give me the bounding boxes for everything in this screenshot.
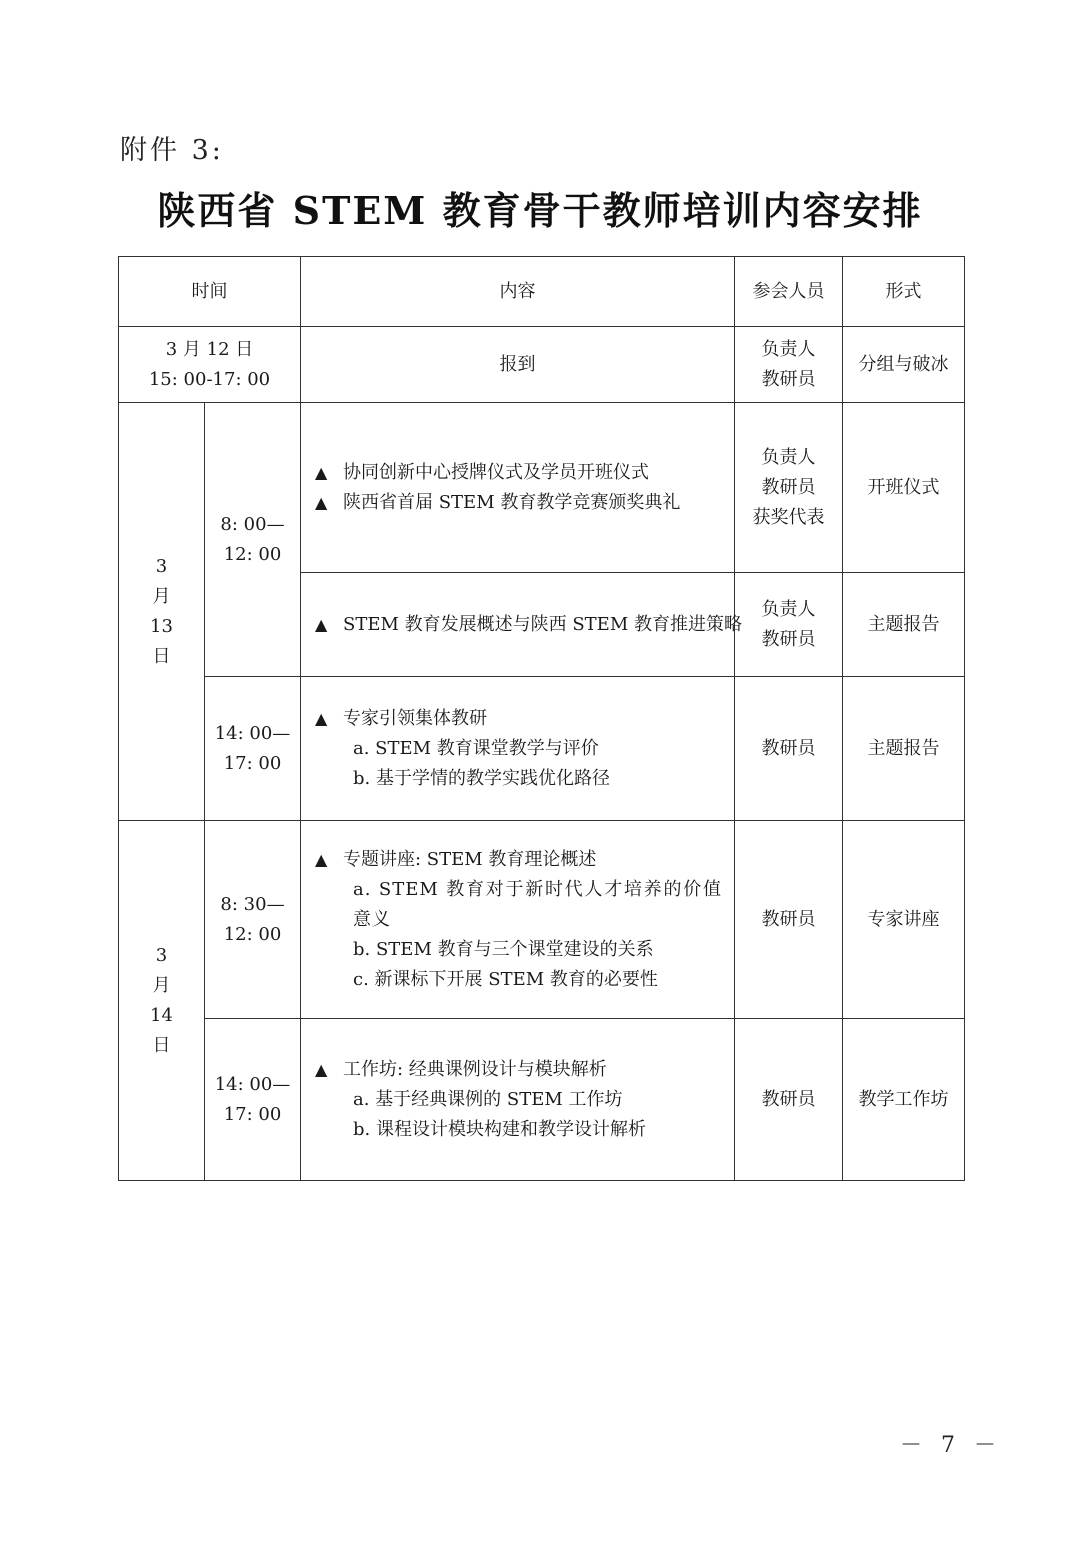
list-item: ▲ 陕西省首届 STEM 教育教学竞赛颁奖典礼 <box>315 488 722 518</box>
day13-morning-2-participants <box>735 573 843 677</box>
day13-morning-time <box>205 403 301 677</box>
registration-content: 报到 <box>301 327 735 403</box>
triangle-bullet-icon: ▲ <box>315 849 328 869</box>
date-char: 日 <box>152 1034 171 1056</box>
header-time: 时间 <box>119 257 301 327</box>
date-char: 3 <box>155 555 168 577</box>
triangle-bullet-icon: ▲ <box>315 614 328 634</box>
table-row-day14-morning <box>119 821 965 1019</box>
participant: 获奖代表 <box>752 506 825 528</box>
triangle-bullet-icon: ▲ <box>315 492 328 512</box>
time-start: 14: 00— <box>214 1073 291 1095</box>
registration-date: 3 月 12 日 <box>165 338 254 360</box>
page-number: － 7 － <box>900 1433 1002 1458</box>
day13-date <box>119 403 205 821</box>
table-row-day13-afternoon <box>119 677 965 821</box>
sub-item: a. STEM 教育对于新时代人才培养的价值意义 <box>353 878 722 930</box>
date-char: 月 <box>152 585 171 607</box>
triangle-bullet-icon: ▲ <box>315 462 328 482</box>
table-row-registration <box>119 327 965 403</box>
table-row-day14-afternoon <box>119 1019 965 1181</box>
triangle-bullet-icon: ▲ <box>315 1059 328 1079</box>
date-char: 3 <box>155 944 168 966</box>
time-start: 14: 00— <box>214 722 291 744</box>
sub-item: a. 基于经典课例的 STEM 工作坊 <box>353 1088 623 1110</box>
list-item: ▲ 工作坊: 经典课例设计与模块解析 <box>315 1055 722 1085</box>
list-item: ▲ 专家引领集体教研 <box>315 704 722 734</box>
header-format: 形式 <box>843 257 965 327</box>
time-end: 17: 00 <box>223 752 282 774</box>
header-participants: 参会人员 <box>735 257 843 327</box>
day13-afternoon-time <box>205 677 301 821</box>
day14-afternoon-participants: 教研员 <box>735 1019 843 1181</box>
day14-morning-participants: 教研员 <box>735 821 843 1019</box>
table-row-day13-morning-1 <box>119 403 965 573</box>
participant: 教研员 <box>761 476 816 498</box>
date-char: 日 <box>152 645 171 667</box>
day13-morning-2-format: 主题报告 <box>843 573 965 677</box>
list-item: ▲ 协同创新中心授牌仪式及学员开班仪式 <box>315 458 722 488</box>
participant: 负责人 <box>761 598 816 620</box>
registration-datetime <box>119 327 301 403</box>
list-item: ▲ STEM 教育发展概述与陕西 STEM 教育推进策略 <box>315 610 722 640</box>
attachment-label: 附件 3: <box>120 135 224 166</box>
schedule-table <box>118 256 965 1181</box>
header-row <box>119 257 965 327</box>
registration-format: 分组与破冰 <box>843 327 965 403</box>
date-char: 13 <box>150 615 173 637</box>
sub-item: c. 新课标下开展 STEM 教育的必要性 <box>353 968 658 990</box>
participant: 教研员 <box>761 628 816 650</box>
day14-morning-format: 专家讲座 <box>843 821 965 1019</box>
day14-afternoon-time <box>205 1019 301 1181</box>
time-start: 8: 30— <box>220 893 285 915</box>
day14-morning-content <box>301 821 735 1019</box>
header-content: 内容 <box>301 257 735 327</box>
time-end: 12: 00 <box>223 923 282 945</box>
time-end: 17: 00 <box>223 1103 282 1125</box>
time-end: 12: 00 <box>223 543 282 565</box>
day13-morning-2-content <box>301 573 742 677</box>
day13-morning-1-participants <box>735 403 843 573</box>
day13-morning-1-format: 开班仪式 <box>843 403 965 573</box>
sub-item: b. STEM 教育与三个课堂建设的关系 <box>353 938 654 960</box>
sub-item: a. STEM 教育课堂教学与评价 <box>353 737 599 759</box>
time-start: 8: 00— <box>220 513 285 535</box>
triangle-bullet-icon: ▲ <box>315 708 328 728</box>
day13-afternoon-format: 主题报告 <box>843 677 965 821</box>
participant: 负责人 <box>761 338 816 360</box>
list-item: ▲ 专题讲座: STEM 教育理论概述 <box>315 845 722 875</box>
registration-participants <box>735 327 843 403</box>
day14-afternoon-format: 教学工作坊 <box>843 1019 965 1181</box>
day13-afternoon-participants: 教研员 <box>735 677 843 821</box>
day14-afternoon-content <box>301 1019 735 1181</box>
day13-morning-1-content <box>301 403 735 573</box>
day14-morning-time <box>205 821 301 1019</box>
document-title: 陕西省 STEM 教育骨干教师培训内容安排 <box>157 188 923 233</box>
day13-afternoon-content <box>301 677 735 821</box>
day14-date <box>119 821 205 1181</box>
sub-item: b. 课程设计模块构建和教学设计解析 <box>353 1118 646 1140</box>
date-char: 月 <box>152 974 171 996</box>
date-char: 14 <box>150 1004 173 1026</box>
participant: 负责人 <box>761 446 816 468</box>
sub-item: b. 基于学情的教学实践优化路径 <box>353 767 610 789</box>
registration-time: 15: 00-17: 00 <box>148 368 271 390</box>
participant: 教研员 <box>761 368 816 390</box>
